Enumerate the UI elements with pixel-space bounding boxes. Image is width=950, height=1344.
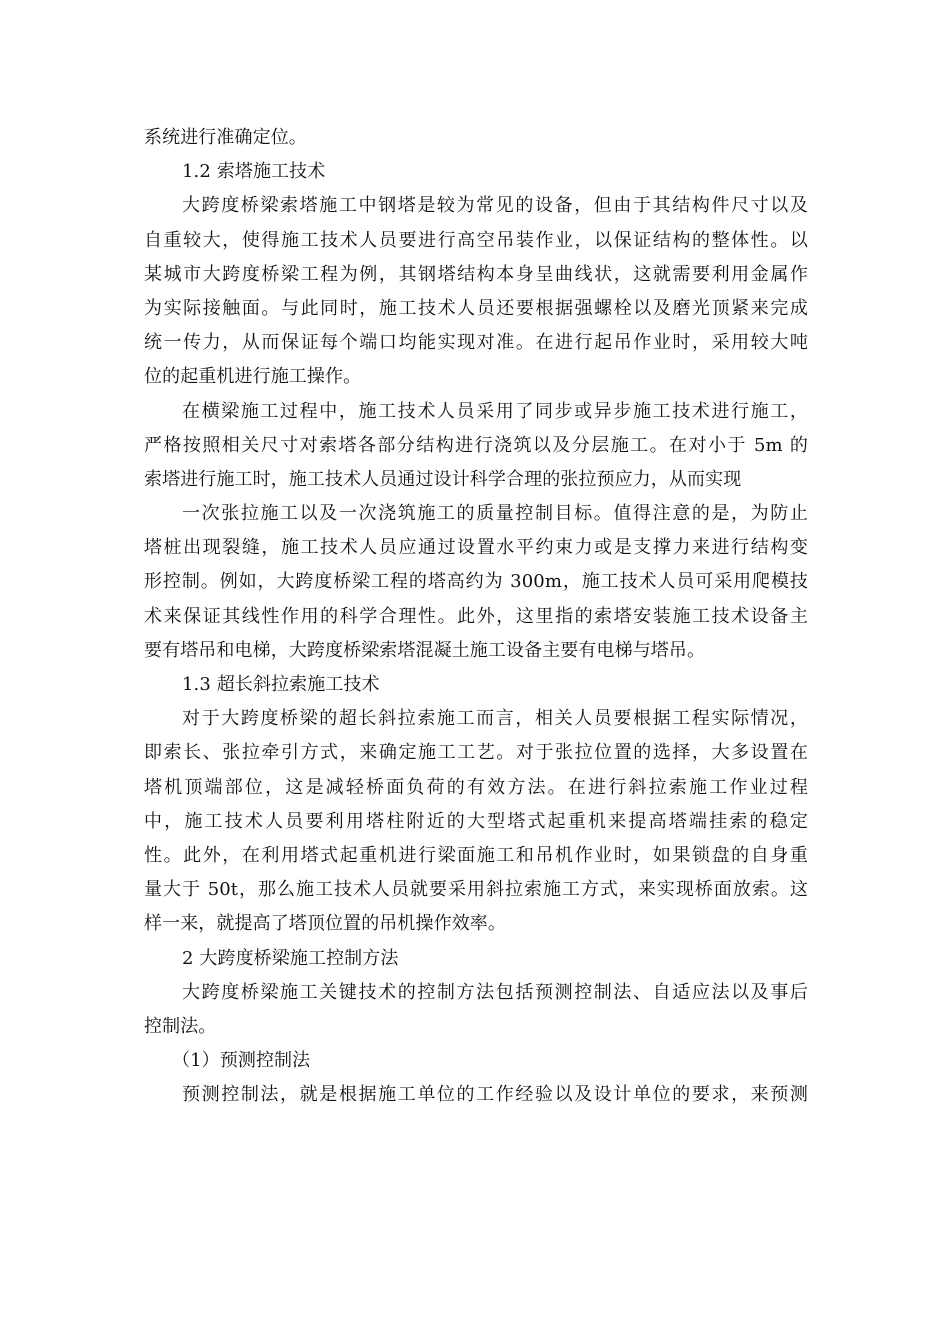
paragraph-line: 量大于 50t，那么施工技术人员就要采用斜拉索施工方式，来实现桥面放索。这 [144,879,808,901]
paragraph-first-line: 预测控制法，就是根据施工单位的工作经验以及设计单位的要求，来预测 [182,1084,808,1106]
paragraph-last-line: 控制法。 [144,1015,217,1037]
paragraph-line: 严格按照相关尺寸对索塔各部分结构进行浇筑以及分层施工。在对小于 5m 的 [144,434,808,456]
section-heading: （1）预测控制法 [172,1050,311,1072]
paragraph-last-line: 系统进行准确定位。 [144,127,307,148]
document-body [144,121,808,1112]
paragraph-last-line: 样一来，就提高了塔顶位置的吊机操作效率。 [144,913,506,935]
section-heading: 1.3 超长斜拉索施工技术 [182,674,380,695]
paragraph-line: 性。此外，在利用塔式起重机进行梁面施工和吊机作业时，如果锁盘的自身重 [144,844,808,866]
paragraph-first-line: 在横梁施工过程中，施工技术人员采用了同步或异步施工技术进行施工， [182,400,808,422]
paragraph-line: 统一传力，从而保证每个端口均能实现对准。在进行起吊作业时，采用较大吨 [144,332,808,354]
section-heading: 2 大跨度桥梁施工控制方法 [182,947,399,969]
paragraph-line: 塔机顶端部位，这是减轻桥面负荷的有效方法。在进行斜拉索施工作业过程 [144,776,808,798]
paragraph-line: 自重较大，使得施工技术人员要进行高空吊装作业，以保证结构的整体性。以 [144,229,808,251]
paragraph-last-line: 索塔进行施工时，施工技术人员通过设计科学合理的张拉预应力，从而实现 [144,468,742,490]
paragraph-line: 中，施工技术人员要利用塔柱附近的大型塔式起重机来提高塔端挂索的稳定 [144,810,808,832]
paragraph-first-line: 大跨度桥梁施工关键技术的控制方法包括预测控制法、自适应法以及事后 [182,981,808,1003]
paragraph-first-line: 对于大跨度桥梁的超长斜拉索施工而言，相关人员要根据工程实际情况， [182,708,808,730]
paragraph-line: 某城市大跨度桥梁工程为例，其钢塔结构本身呈曲线状，这就需要利用金属作 [144,263,808,285]
paragraph-line: 术来保证其线性作用的科学合理性。此外，这里指的索塔安装施工技术设备主 [144,605,808,627]
paragraph-line: 塔桩出现裂缝，施工技术人员应通过设置水平约束力或是支撑力来进行结构变 [144,537,808,559]
paragraph-first-line: 大跨度桥梁索塔施工中钢塔是较为常见的设备，但由于其结构件尺寸以及 [182,195,808,217]
paragraph-last-line: 要有塔吊和电梯，大跨度桥梁索塔混凝土施工设备主要有电梯与塔吊。 [144,639,706,661]
section-heading: 1.2 索塔施工技术 [182,161,326,183]
paragraph-line: 为实际接触面。与此同时，施工技术人员还要根据强螺栓以及磨光顶紧来完成 [144,297,808,319]
paragraph-line: 即索长、张拉牵引方式，来确定施工工艺。对于张拉位置的选择，大多设置在 [144,742,808,764]
paragraph-line: 形控制。例如，大跨度桥梁工程的塔高约为 300m，施工技术人员可采用爬模技 [144,571,808,593]
paragraph-last-line: 位的起重机进行施工操作。 [144,366,362,388]
paragraph-first-line: 一次张拉施工以及一次浇筑施工的质量控制目标。值得注意的是，为防止 [182,503,808,525]
